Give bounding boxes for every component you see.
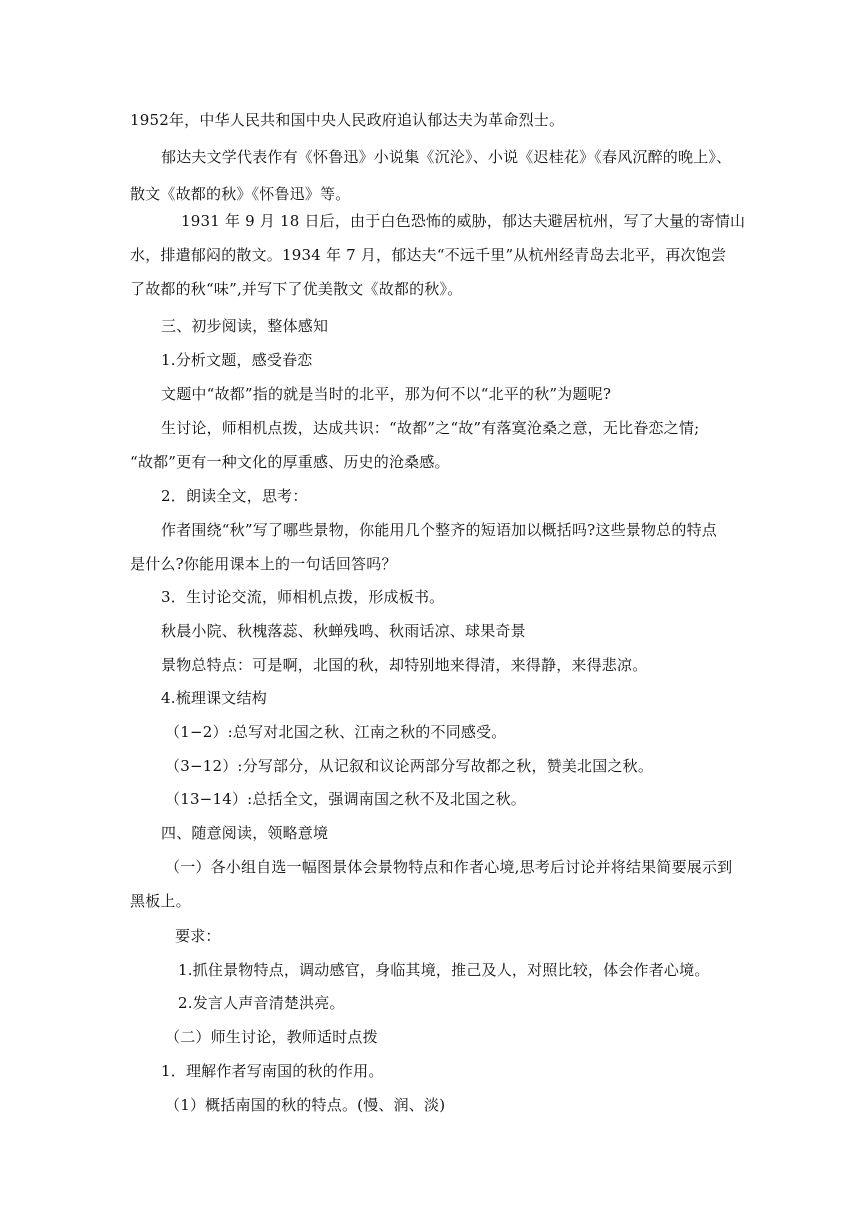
list-item: 2.发言人声音清楚洪亮。 <box>178 994 345 1012</box>
paragraph-line: 秋晨小院、秋槐落蕊、秋蝉残鸣、秋雨话凉、球果奇景 <box>161 622 526 640</box>
paragraph-line: 作者围绕“秋”写了哪些景物，你能用几个整齐的短语加以概括吗?这些景物总的特点 <box>161 521 717 539</box>
section-heading: 四、随意阅读，领略意境 <box>161 824 329 842</box>
paragraph-line: （一）各小组自选一幅图景体会景物特点和作者心境,思考后讨论并将结果简要展示到 <box>165 858 733 876</box>
paragraph-line: 1931 年 9 月 18 日后，由于白色恐怖的威胁，郁达夫避居杭州，写了大量的寄情山 <box>181 212 746 230</box>
list-item: （1−2）:总写对北国之秋、江南之秋的不同感受。 <box>165 723 507 741</box>
paragraph-line: 黑板上。 <box>130 892 191 910</box>
subsection-heading: 2．朗读全文，思考： <box>161 487 308 505</box>
subsection-heading: 3．生讨论交流，师相机点拨，形成板书。 <box>161 588 445 606</box>
paragraph-line: “故都”更有一种文化的厚重感、历史的沧桑感。 <box>130 453 450 471</box>
requirements-label: 要求： <box>175 927 221 945</box>
section-heading: 三、初步阅读，整体感知 <box>161 317 329 335</box>
paragraph-line: 文题中“故都”指的就是当时的北平，那为何不以“北平的秋”为题呢? <box>161 385 612 403</box>
paragraph-line: 水，排遣郁闷的散文。1934 年 7 月，郁达夫“不远千里”从杭州经青岛去北平，再次饱尝 <box>130 246 727 264</box>
paragraph-line: 了故都的秋“味”,并写下了优美散文《故都的秋》。 <box>130 280 463 298</box>
list-item: 1．理解作者写南国的秋的作用。 <box>161 1062 384 1080</box>
paragraph-line: 郁达夫文学代表作有《怀鲁迅》小说集《沉沦》、小说《迟桂花》《春风沉醉的晚上》、 <box>161 148 732 166</box>
subsection-heading: 4.梳理课文结构 <box>161 689 267 707</box>
list-item: （1）概括南国的秋的特点。(慢、润、淡) <box>165 1096 446 1114</box>
paragraph-line: 生讨论，师相机点拨，达成共识：“故都”之“故”有落寞沧桑之意，无比眷恋之情; <box>161 419 700 437</box>
paragraph-line: 景物总特点：可是啊，北国的秋，却特别地来得清，来得静，来得悲凉。 <box>161 656 648 674</box>
list-item: （3−12）:分写部分，从记叙和议论两部分写故都之秋，赞美北国之秋。 <box>165 757 654 775</box>
subsection-heading: （二）师生讨论，教师适时点拨 <box>165 1028 378 1046</box>
paragraph-line: 散文《故都的秋》《怀鲁迅》等。 <box>130 185 351 203</box>
paragraph-line: 是什么?你能用课本上的一句话回答吗？ <box>130 555 397 573</box>
list-item: （13−14）:总括全文，强调南国之秋不及北国之秋。 <box>165 790 526 808</box>
list-item: 1.抓住景物特点，调动感官，身临其境，推己及人，对照比较，体会作者心境。 <box>178 961 710 979</box>
paragraph-line: 1952年，中华人民共和国中央人民政府追认郁达夫为革命烈士。 <box>130 111 565 129</box>
subsection-heading: 1.分析文题，感受眷恋 <box>161 351 313 369</box>
